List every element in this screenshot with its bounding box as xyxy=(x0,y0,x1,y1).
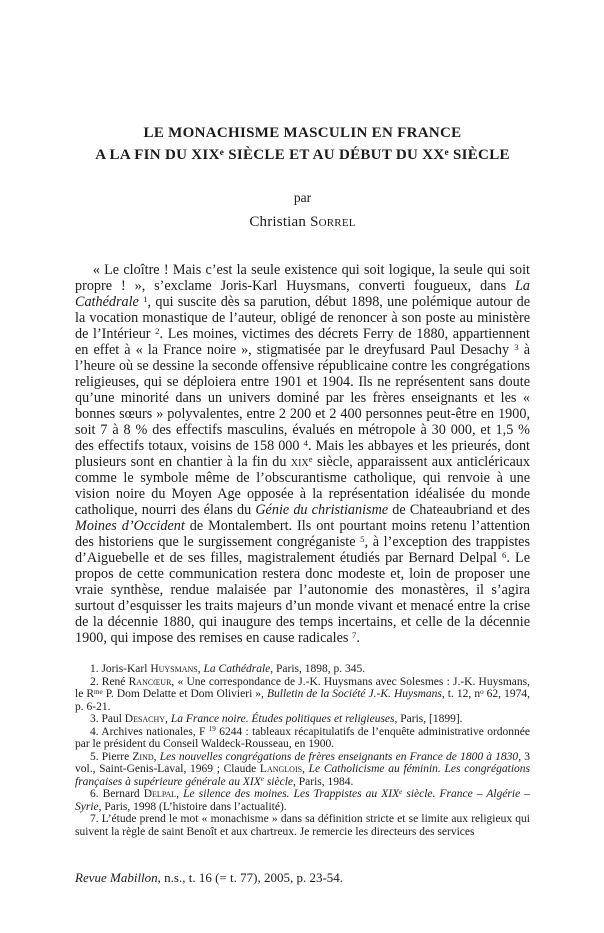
journal-citation: Revue Mabillon, n.s., t. 16 (= t. 77), 2005, p. 23-54. xyxy=(75,870,344,885)
footnote-5: 5. Pierre Zind, Les nouvelles congrégations de frères enseignants en France de 1800 à 1830, 3 vol., Saint-Genis-Laval, 1969 ; Claude Langlois, Le Catholicisme au féminin. Les congrégations françaises à supérieure générale au XIXe siècle, Paris, 1984. xyxy=(75,750,530,788)
article-title-line1: LE MONACHISME MASCULIN EN FRANCE xyxy=(143,125,462,141)
article-title-line2: A LA FIN DU XIXe SIÈCLE ET AU DÉBUT DU XXe SIÈCLE xyxy=(95,147,510,163)
author-name: Christian Sorrel xyxy=(249,214,356,230)
footnote-3: 3. Paul Desachy, La France noire. Études politiques et religieuses, Paris, [1899]. xyxy=(89,713,463,725)
article-title xyxy=(75,0,530,166)
footnote-2: 2. René Rancœur, « Une correspondance de J.-K. Huysmans avec Solesmes : J.-K. Huysmans, le $R^{me}$ P. Dom Delatte et Dom Olivieri », Bulletin de la Société J.-K. Huysmans, t. 12, $n^o$ 62, 1974, p. 6-21. xyxy=(75,675,530,713)
footnote-4: 4. Archives nationales, F $^{19}$ 6244 : tableaux récapitulatifs de l’enquête administrative ordonnée par le président du Conseil Waldeck-Rousseau, en 1900. xyxy=(75,725,530,750)
footnote-1: 1. Joris-Karl Huysmans, La Cathédrale, Paris, 1898, p. 345. xyxy=(89,663,366,675)
footnote-7: 7. L’étude prend le mot « monachisme » dans sa définition stricte et se limite aux religieux qui suivent la règle de saint Benoît et aux chartreux. Je remercie les directeurs des services xyxy=(75,813,530,838)
footnotes-section xyxy=(75,663,530,838)
byline-par-label: par xyxy=(293,190,312,205)
footnote-6: 6. Bernard Delpal, Le silence des moines. Les Trappistes au XIXe siècle. France – Algérie – Syrie, Paris, 1998 (L’histoire dans l’actualité). xyxy=(75,787,531,813)
body-paragraph: « Le cloître ! Mais c’est la seule existence qui soit logique, la seule qui soit propre ! », s’exclame Joris-Karl Huysmans, converti fougueux, dans La Cathédrale $^1$, qui suscite dès sa parution, début 1898, une polémique autour de la vocation monastique de l’auteur, obligé de renoncer à son poste au ministère de l’Intérieur $^2$. Les moines, victimes des décrets Ferry de 1880, appartiennent en effet à « la France noire », stigmatisée par le dreyfusard Paul Desachy $^3$ à l’heure où se dessine la seconde offensive républicaine contre les congrégations religieuses, qui se déploiera entre 1901 et 1904. Ils ne représentent sans doute qu’une minorité dans un univers dominé par les frères enseignants et les « bonnes sœurs » polyvalentes, entre 2 200 et 2 400 personnes peut-être en 1900, soit 7 à 8 % des effectifs masculins, évalués en métropole à 30 000, et 1,5 % des effectifs totaux, voisins de 158 000 $^4$. Mais les abbayes et les prieurés, dont plusieurs sont en chantier à la fin du xix$^e$ siècle, apparaissent aux anticléricaux comme le symbole même de l’obscurantisme catholique, qui renvoie à une vision noire du Moyen Age opposée à la représentation idéalisée du monde catholique, nourri des élans du Génie du christianisme de Chateaubriand et des Moines d’Occident de Montalembert. Ils ont pourtant moins retenu l’attention des historiens que le surgissement congréganiste $^5$, à l’exception des trappistes d’Aiguebelle et de ses filles, magistralement étudiés par Bernard Delpal $^6$. Le propos de cette communication restera donc modeste et, loin de proposer une vraie synthèse, rendue malaisée par l’autonomie des monastères, il s’agira surtout d’esquisser les traits majeurs d’un monde vivant et menacé entre la crise de la décennie 1880, qui inaugure des temps incertains, et celle de la décennie 1900, qui impose des remises en cause radicales $^7$. xyxy=(75,262,531,646)
